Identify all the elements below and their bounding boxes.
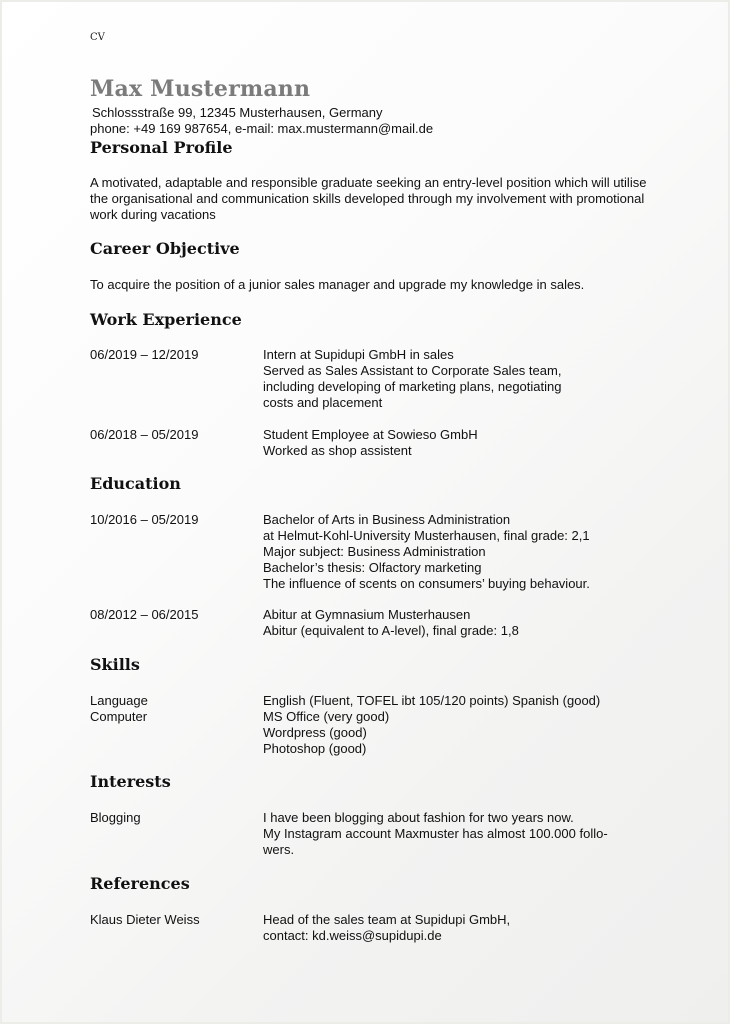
work-entry-details <box>263 347 561 411</box>
interest-details <box>263 810 608 858</box>
education-entry-date: 10/2016 – 05/2019 <box>90 512 199 527</box>
interest-line: My Instagram account Maxmuster has almost 100.000 follo- <box>263 826 608 841</box>
education-entry-line: Bachelor of Arts in Business Administration <box>263 512 511 527</box>
skill-line: Photoshop (good) <box>263 741 367 756</box>
applicant-name: Max Mustermann <box>90 76 311 102</box>
reference-line: Head of the sales team at Supidupi GmbH, <box>263 912 511 927</box>
skill-line: MS Office (very good) <box>263 709 390 724</box>
reference-line: contact: kd.weiss@supidupi.de <box>263 928 442 943</box>
skill-category-label: Language <box>90 693 148 708</box>
phone-email-line: phone: +49 169 987654, e-mail: max.mustermann@mail.de <box>90 121 434 136</box>
skills-labels <box>90 693 148 725</box>
education-entry-details <box>263 607 519 639</box>
career-objective-heading: Career Objective <box>90 239 240 258</box>
education-entry-details <box>263 512 590 592</box>
cv-corner-label: CV <box>90 32 105 43</box>
education-entry-line: The influence of scents on consumers’ buying behaviour. <box>263 576 590 591</box>
work-entry-details <box>263 427 478 459</box>
interest-line: I have been blogging about fashion for two years now. <box>263 810 574 825</box>
work-entry-line: Intern at Supidupi GmbH in sales <box>263 347 454 362</box>
education-entry-line: Major subject: Business Administration <box>263 544 486 559</box>
interest-label: Blogging <box>90 810 141 825</box>
personal-profile-text: A motivated, adaptable and responsible graduate seeking an entry-level position which will utilise the organisational and communication skills developed through my involvement with promotional work during vacations <box>90 175 647 222</box>
interest-line: wers. <box>263 842 295 857</box>
work-entry-line: including developing of marketing plans, negotiating <box>263 379 562 394</box>
personal-profile-heading: Personal Profile <box>90 138 233 157</box>
work-entry-line: Served as Sales Assistant to Corporate Sales team, <box>263 363 562 378</box>
education-entry-line: Abitur at Gymnasium Musterhausen <box>263 607 471 622</box>
skills-heading: Skills <box>90 655 140 674</box>
skill-line: English (Fluent, TOFEL ibt 105/120 points) Spanish (good) <box>263 693 601 708</box>
work-entry-date: 06/2018 – 05/2019 <box>90 427 199 442</box>
interests-heading: Interests <box>90 772 171 791</box>
reference-name: Klaus Dieter Weiss <box>90 912 200 927</box>
work-entry-line: Student Employee at Sowieso GmbH <box>263 427 478 442</box>
cv-page <box>2 2 728 1022</box>
education-entry-line: Bachelor’s thesis: Olfactory marketing <box>263 560 482 575</box>
work-entry-date: 06/2019 – 12/2019 <box>90 347 199 362</box>
work-entry-line: costs and placement <box>263 395 383 410</box>
education-entry-date: 08/2012 – 06/2015 <box>90 607 199 622</box>
references-heading: References <box>90 874 190 893</box>
skill-category-label: Computer <box>90 709 148 724</box>
skills-details <box>263 693 600 757</box>
skill-line: Wordpress (good) <box>263 725 367 740</box>
reference-details <box>263 912 510 944</box>
work-experience-heading: Work Experience <box>90 310 242 329</box>
education-entry-line: at Helmut-Kohl-University Musterhausen, final grade: 2,1 <box>263 528 590 543</box>
education-heading: Education <box>90 474 181 493</box>
education-entry-line: Abitur (equivalent to A-level), final grade: 1,8 <box>263 623 519 638</box>
career-objective-text: To acquire the position of a junior sales manager and upgrade my knowledge in sales. <box>90 277 585 292</box>
work-entry-line: Worked as shop assistent <box>263 443 412 458</box>
address-line: Schlossstraße 99, 12345 Musterhausen, Germany <box>92 105 383 120</box>
